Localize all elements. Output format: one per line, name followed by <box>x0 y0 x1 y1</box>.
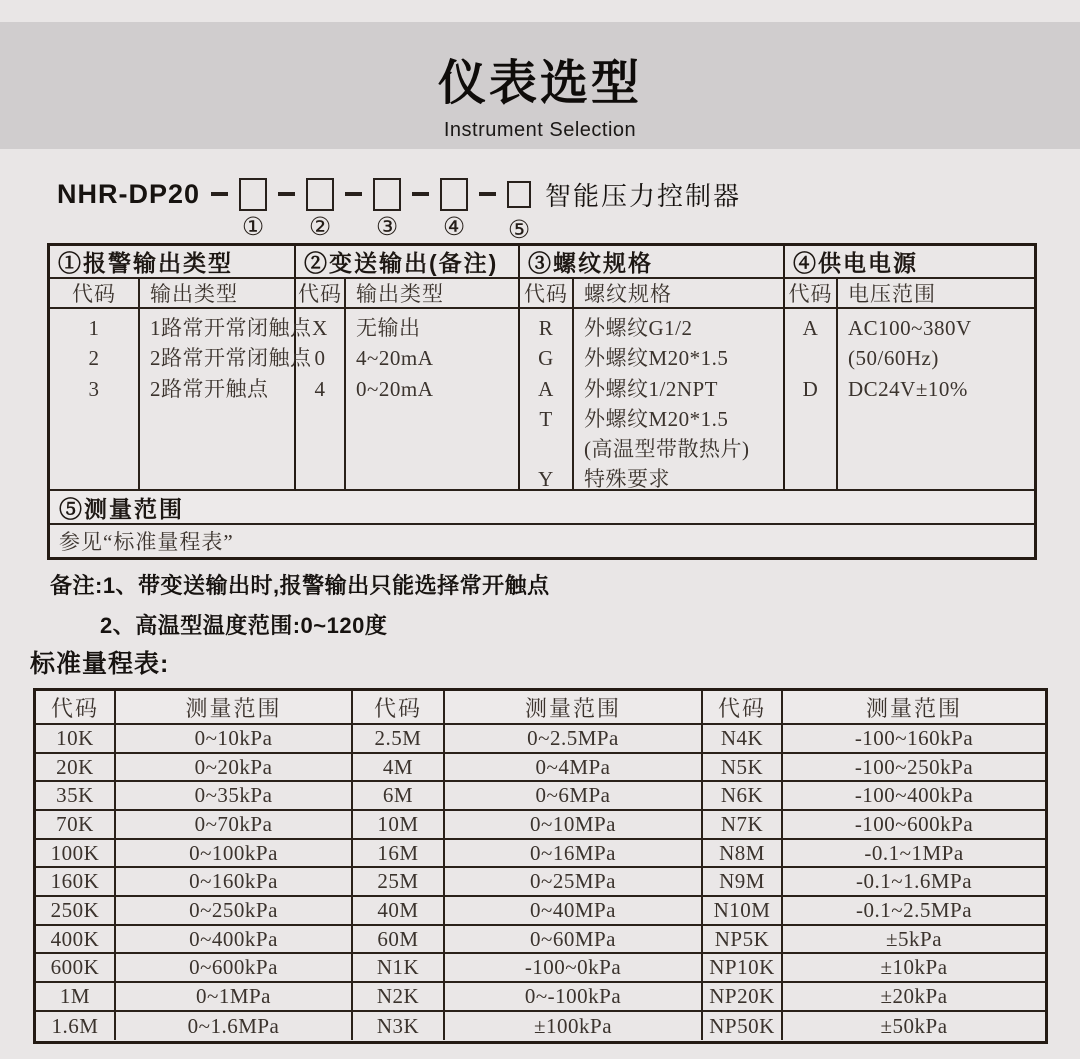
range-cell: N5K <box>703 754 783 783</box>
power-supply-values <box>838 309 1034 491</box>
range-col-header: 测量范围 <box>783 691 1045 725</box>
range-cell: 0~160kPa <box>116 868 353 897</box>
range-cell: 160K <box>36 868 116 897</box>
range-cell: 70K <box>36 811 116 840</box>
code-value: D <box>802 376 819 401</box>
standard-range-table <box>33 688 1048 1044</box>
range-cell: 20K <box>36 754 116 783</box>
dash-separator <box>479 192 496 196</box>
output-type-value: 1路常开常闭触点 <box>150 316 312 340</box>
code-value: 1 <box>88 316 100 340</box>
thread-spec-value: 特殊要求 <box>584 467 670 492</box>
subheader-code: 代码 <box>520 279 574 309</box>
range-cell: NP20K <box>703 983 783 1012</box>
range-cell: 0~10MPa <box>445 811 703 840</box>
range-cell: 0~250kPa <box>116 897 353 926</box>
range-cell: -100~160kPa <box>783 725 1045 754</box>
thread-spec-codes <box>520 309 574 491</box>
code-value: X <box>312 316 328 340</box>
transmit-output-values <box>346 309 520 491</box>
range-col-header: 代码 <box>703 691 783 725</box>
range-cell: 0~4MPa <box>445 754 703 783</box>
range-cell: 0~6MPa <box>445 782 703 811</box>
range-cell: 0~2.5MPa <box>445 725 703 754</box>
thread-spec-value: 外螺纹G1/2 <box>584 316 693 340</box>
range-cell: 1M <box>36 983 116 1012</box>
note-line-2: 2、高温型温度范围:0~120度 <box>100 613 388 638</box>
range-cell: NP5K <box>703 926 783 955</box>
range-cell: NP50K <box>703 1012 783 1041</box>
thread-spec-values <box>574 309 785 491</box>
model-slot-5 <box>507 181 531 244</box>
range-cell: 0~60MPa <box>445 926 703 955</box>
range-cell: 6M <box>353 782 445 811</box>
model-slot-4 <box>440 178 468 241</box>
page-title: 仪表选型 <box>437 57 642 110</box>
page-subtitle: Instrument Selection <box>443 119 637 141</box>
range-cell: -100~0kPa <box>445 954 703 983</box>
code-value: 3 <box>88 376 100 401</box>
subheader-voltage-range: 电压范围 <box>838 279 1034 309</box>
range-cell: ±100kPa <box>445 1012 703 1041</box>
range-cell: 0~100kPa <box>116 840 353 869</box>
range-cell: N3K <box>353 1012 445 1041</box>
notes <box>50 569 550 640</box>
code-box-1 <box>239 178 267 211</box>
code-box-5 <box>507 181 531 208</box>
range-cell: 0~-100kPa <box>445 983 703 1012</box>
output-type-value: 4~20mA <box>356 346 434 371</box>
range-cell: NP10K <box>703 954 783 983</box>
range-cell: 60M <box>353 926 445 955</box>
range-col-header: 代码 <box>36 691 116 725</box>
range-cell: 10M <box>353 811 445 840</box>
circled-number-2: ② <box>308 212 332 241</box>
range-cell: ±10kPa <box>783 954 1045 983</box>
note-line-1: 备注:1、带变送输出时,报警输出只能选择常开触点 <box>50 573 550 598</box>
model-suffix: 智能压力控制器 <box>545 180 742 211</box>
selection-table <box>47 243 1037 560</box>
range-cell: 2.5M <box>353 725 445 754</box>
range-col-header: 测量范围 <box>116 691 353 725</box>
voltage-range-value: AC100~380V <box>848 316 972 340</box>
code-value: 2 <box>88 346 100 371</box>
range-cell: 1.6M <box>36 1012 116 1041</box>
code-box-2 <box>306 178 334 211</box>
range-cell: 0~1MPa <box>116 983 353 1012</box>
range-cell: 0~16MPa <box>445 840 703 869</box>
code-box-4 <box>440 178 468 211</box>
thread-spec-value: 外螺纹1/2NPT <box>584 376 719 401</box>
range-cell: 0~70kPa <box>116 811 353 840</box>
subheader-output-type: 输出类型 <box>346 279 520 309</box>
output-type-value: 2路常开常闭触点 <box>150 346 312 371</box>
code-value: 4 <box>314 376 326 401</box>
thread-spec-value: 外螺纹M20*1.5 <box>584 406 729 431</box>
voltage-range-value: DC24V±10% <box>848 376 968 401</box>
subheader-code: 代码 <box>50 279 140 309</box>
range-col-header: 测量范围 <box>445 691 703 725</box>
model-slot-1 <box>239 178 267 241</box>
range-cell: N1K <box>353 954 445 983</box>
range-cell: 0~10kPa <box>116 725 353 754</box>
output-type-value: 0~20mA <box>356 376 434 401</box>
circled-number-5: ⑤ <box>507 215 531 244</box>
range-cell: 10K <box>36 725 116 754</box>
subheader-code: 代码 <box>785 279 838 309</box>
range-cell: ±5kPa <box>783 926 1045 955</box>
range-cell: ±20kPa <box>783 983 1045 1012</box>
range-cell: 250K <box>36 897 116 926</box>
range-cell: 0~600kPa <box>116 954 353 983</box>
dash-separator <box>211 192 228 196</box>
range-cell: ±50kPa <box>880 1013 948 1038</box>
range-table-heading: 标准量程表: <box>30 650 170 678</box>
range-cell: N8M <box>703 840 783 869</box>
thread-spec-value: (高温型带散热片) <box>584 437 750 462</box>
range-cell: N2K <box>353 983 445 1012</box>
dash-separator <box>345 192 362 196</box>
header-band <box>0 22 1080 149</box>
range-cell: -0.1~2.5MPa <box>783 897 1045 926</box>
range-cell: 0~25MPa <box>445 868 703 897</box>
output-type-value: 无输出 <box>356 316 421 340</box>
range-cell: N7K <box>703 811 783 840</box>
subheader-output-type: 输出类型 <box>140 279 296 309</box>
alarm-output-values <box>140 309 312 491</box>
subheader-code: 代码 <box>296 279 346 309</box>
dash-separator <box>412 192 429 196</box>
code-value: T <box>539 406 553 431</box>
voltage-range-value: (50/60Hz) <box>848 346 939 371</box>
code-value: Y <box>538 467 554 492</box>
measuring-range-row-value: 参见“标准量程表” <box>50 525 1034 557</box>
range-cell: -0.1~1MPa <box>783 840 1045 869</box>
model-slot-3 <box>373 178 401 241</box>
alarm-output-codes <box>50 309 140 491</box>
subheader-thread-spec: 螺纹规格 <box>574 279 785 309</box>
range-cell: 0~40MPa <box>445 897 703 926</box>
column-title-transmit-output: ②变送输出(备注) <box>296 246 520 279</box>
model-slot-2 <box>306 178 334 241</box>
range-cell: 25M <box>353 868 445 897</box>
range-cell: -100~600kPa <box>783 811 1045 840</box>
column-title-power-supply: ④供电电源 <box>785 246 1034 279</box>
range-cell: 0~35kPa <box>116 782 353 811</box>
range-cell: 600K <box>36 954 116 983</box>
range-cell: -0.1~1.6MPa <box>783 868 1045 897</box>
range-cell: 4M <box>353 754 445 783</box>
range-cell: -100~250kPa <box>783 754 1045 783</box>
range-cell: 16M <box>353 840 445 869</box>
code-value: A <box>802 316 819 340</box>
range-cell: 400K <box>36 926 116 955</box>
code-value: A <box>538 376 554 401</box>
range-cell: 35K <box>36 782 116 811</box>
range-cell: N9M <box>703 868 783 897</box>
range-cell: 0~1.6MPa <box>116 1012 353 1041</box>
circled-number-1: ① <box>241 212 265 241</box>
model-code-line <box>57 174 742 244</box>
range-cell: 40M <box>353 897 445 926</box>
code-value: R <box>538 316 554 340</box>
code-box-3 <box>373 178 401 211</box>
circled-number-3: ③ <box>375 212 399 241</box>
code-value <box>520 434 572 464</box>
code-value <box>785 343 836 373</box>
model-prefix: NHR-DP20 <box>57 178 201 209</box>
circled-number-4: ④ <box>442 212 466 241</box>
code-value: G <box>538 346 554 371</box>
power-supply-codes <box>785 309 838 491</box>
range-cell: -100~400kPa <box>783 782 1045 811</box>
range-cell: 100K <box>36 840 116 869</box>
code-value: 0 <box>314 346 326 371</box>
thread-spec-value: 外螺纹M20*1.5 <box>584 346 729 371</box>
range-cell: N6K <box>703 782 783 811</box>
range-cell: 0~20kPa <box>116 754 353 783</box>
range-cell: 0~400kPa <box>116 926 353 955</box>
column-title-thread-spec: ③螺纹规格 <box>520 246 785 279</box>
range-cell: N10M <box>703 897 783 926</box>
measuring-range-row-title: ⑤测量范围 <box>50 491 1034 525</box>
transmit-output-codes <box>296 309 346 491</box>
column-title-alarm-output: ①报警输出类型 <box>50 246 296 279</box>
range-col-header: 代码 <box>353 691 445 725</box>
dash-separator <box>278 192 295 196</box>
range-cell: N4K <box>703 725 783 754</box>
output-type-value: 2路常开触点 <box>150 376 269 401</box>
